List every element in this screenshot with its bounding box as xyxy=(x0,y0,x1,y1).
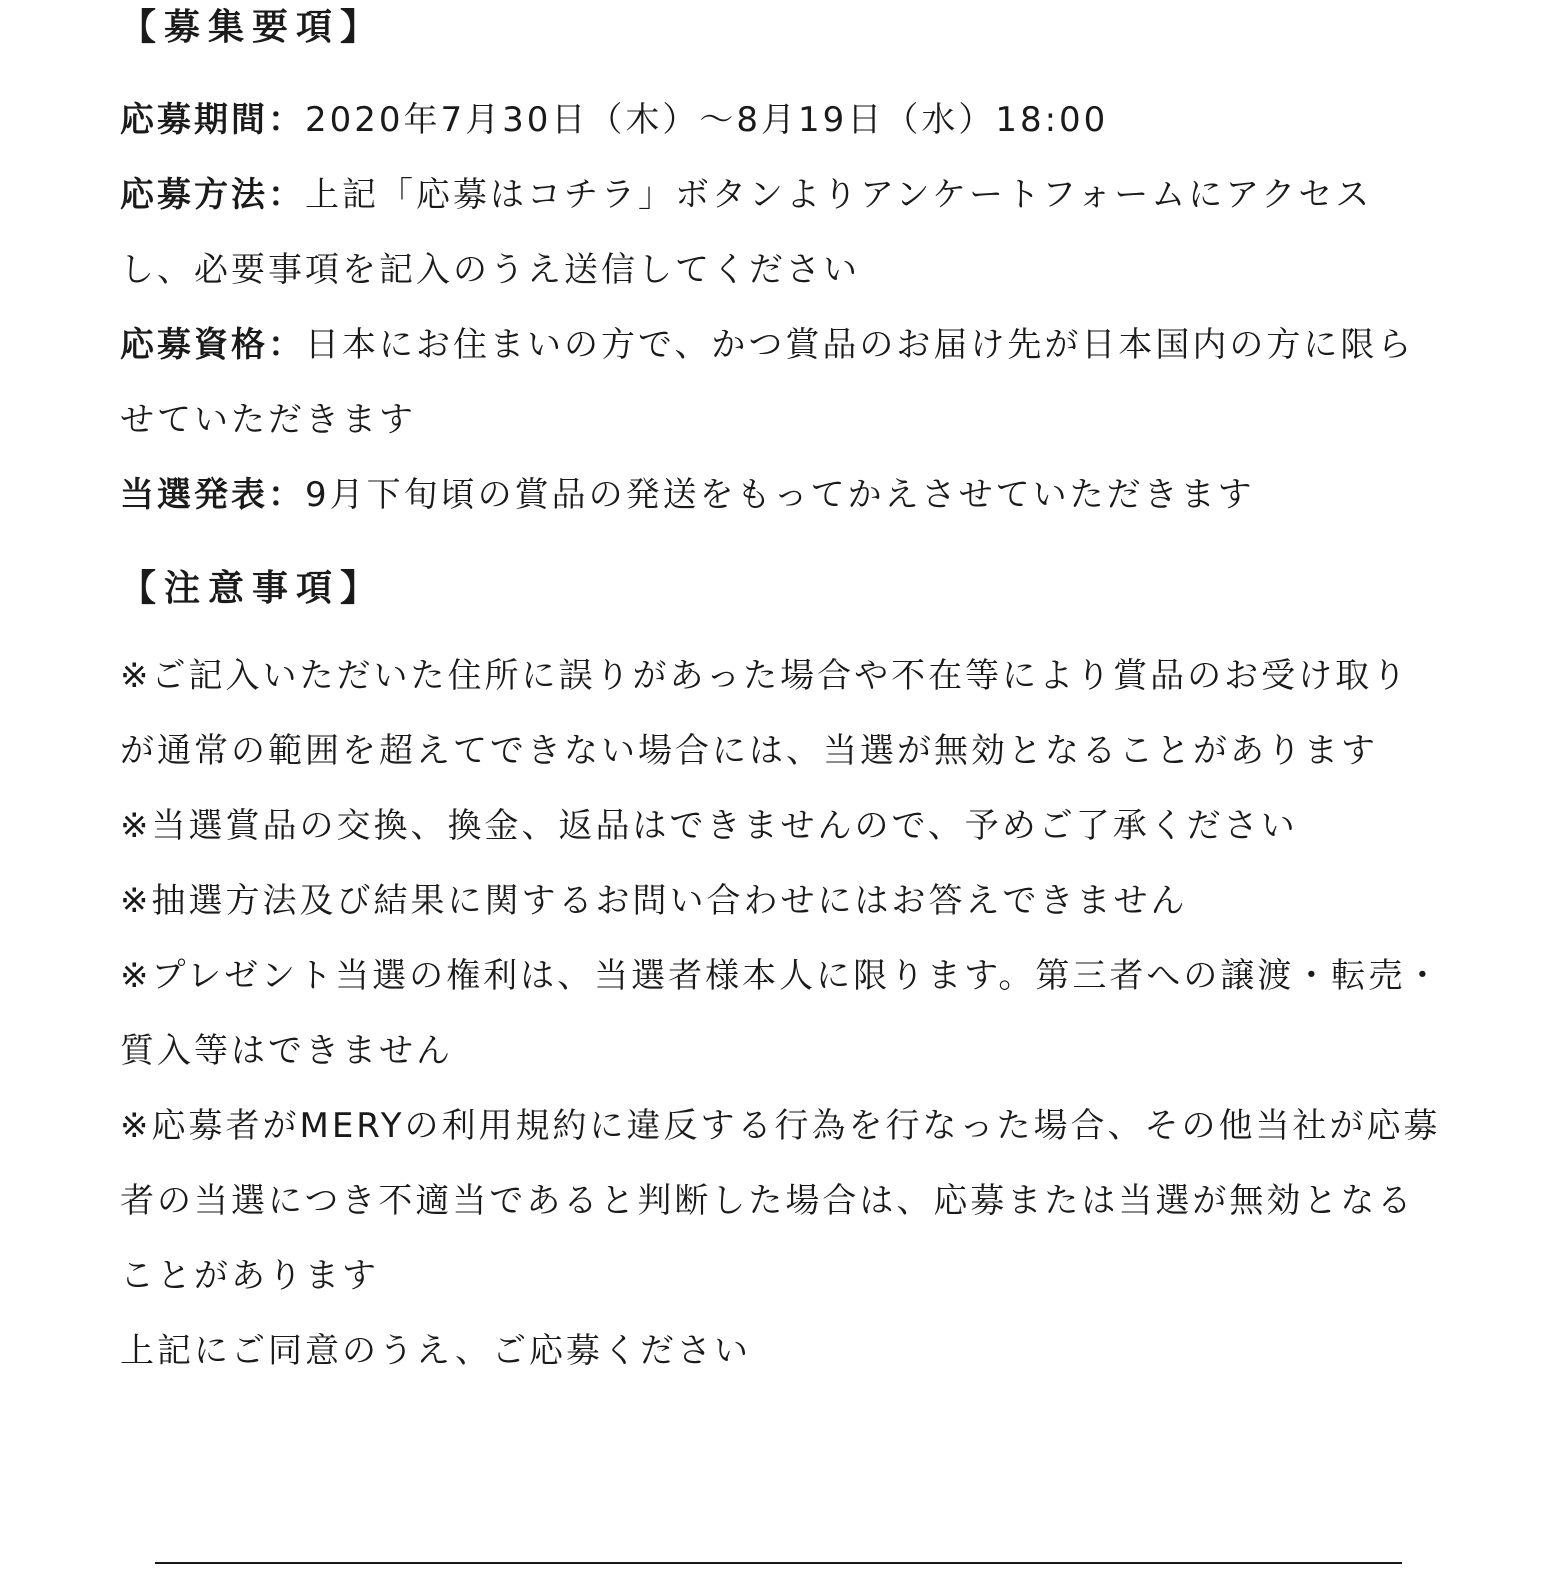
note-item: ※当選賞品の交換、換金、返品はできませんので、予めご了承ください xyxy=(120,806,1298,846)
note-item: ※応募者がMERYの利用規約に違反する行為を行なった場合、その他当社が応募者の当選につき不適当であると判断した場合は、応募または当選が無効となることがあります xyxy=(120,1106,1441,1296)
recruitment-item-method xyxy=(120,158,1445,308)
eligibility-label: 応募資格： xyxy=(120,325,305,365)
agreement-text: 上記にご同意のうえ、ご応募ください xyxy=(120,1331,752,1371)
notes-heading: 【注意事項】 xyxy=(120,568,385,609)
recruitment-item-period xyxy=(120,83,1445,158)
note-item: ※抽選方法及び結果に関するお問い合わせにはお答えできません xyxy=(120,881,1188,921)
note-item: ※ご記入いただいた住所に誤りがあった場合や不在等により賞品のお受け取りが通常の範囲を超えてできない場合には、当選が無効となることがあります xyxy=(120,656,1410,771)
announcement-label: 当選発表： xyxy=(120,475,305,515)
notes-list xyxy=(120,639,1445,1389)
recruitment-item-eligibility xyxy=(120,308,1445,458)
eligibility-value: 日本にお住まいの方で、かつ賞品のお届け先が日本国内の方に限らせていただきます xyxy=(120,325,1415,440)
recruitment-item-announcement xyxy=(120,458,1445,533)
campaign-terms xyxy=(120,0,1445,1389)
recruitment-heading: 【募集要項】 xyxy=(120,7,385,48)
note-item: ※プレゼント当選の権利は、当選者様本人に限ります。第三者への譲渡・転売・質入等はできません xyxy=(120,956,1443,1071)
bottom-divider xyxy=(155,1562,1402,1564)
method-label: 応募方法： xyxy=(120,175,305,215)
recruitment-list xyxy=(120,83,1445,533)
announcement-value: 9月下旬頃の賞品の発送をもってかえさせていただきます xyxy=(305,475,1255,515)
period-value: 2020年7月30日（木）〜8月19日（水）18:00 xyxy=(305,100,1109,140)
method-value: 上記「応募はコチラ」ボタンよりアンケートフォームにアクセスし、必要事項を記入のうえ送信してください xyxy=(120,175,1373,290)
period-label: 応募期間： xyxy=(120,100,305,140)
